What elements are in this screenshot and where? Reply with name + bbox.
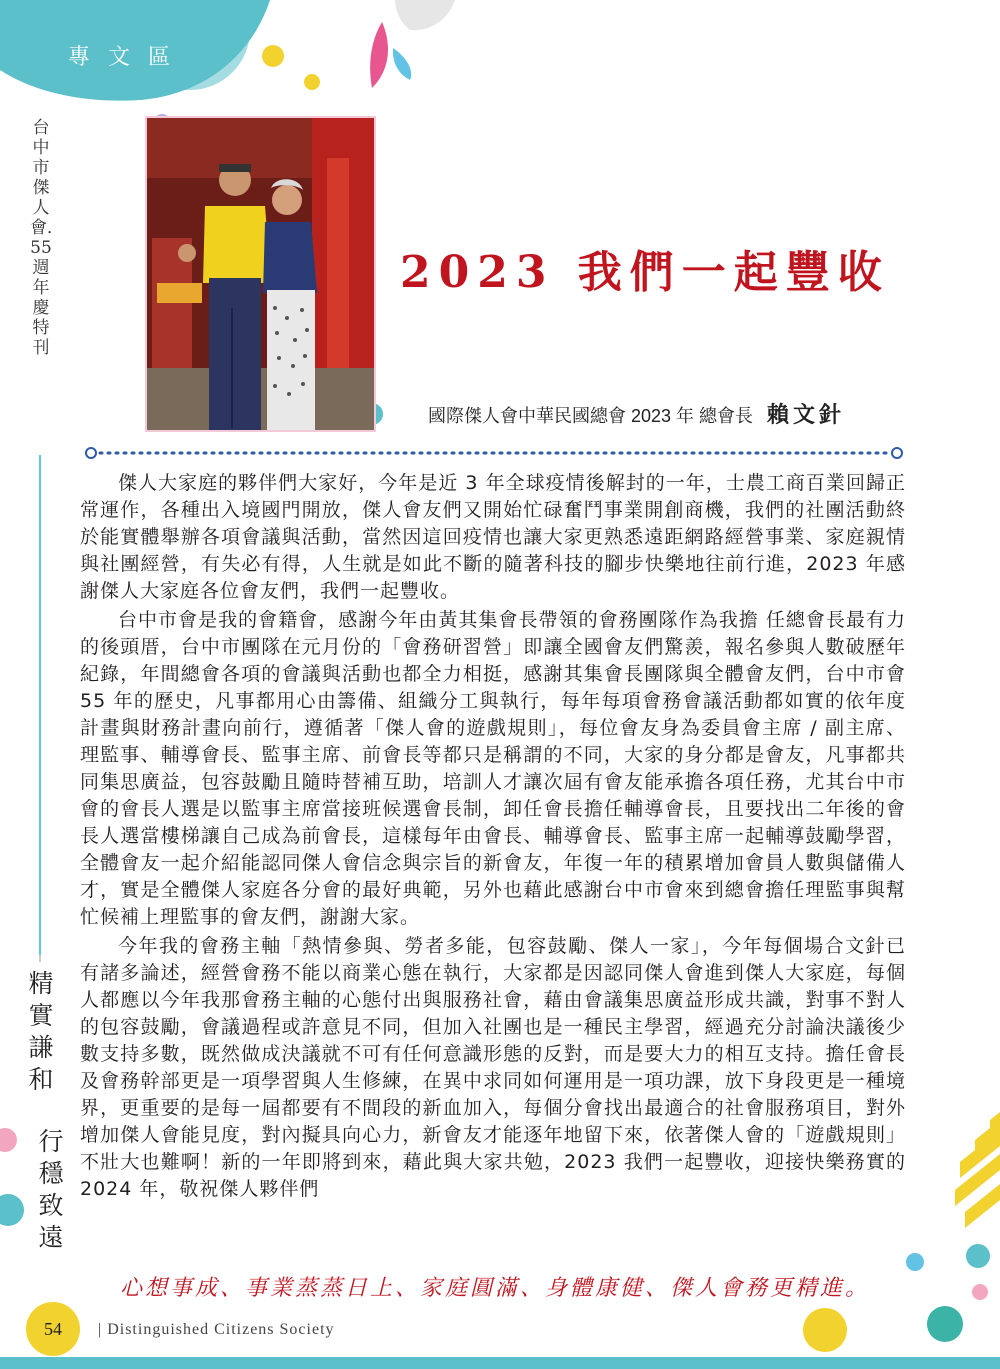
closing-blessing: 心想事成、事業蒸蒸日上、家庭圓滿、身體康健、傑人會務更精進。 <box>120 1276 871 1301</box>
byline-name: 賴文針 <box>767 402 846 428</box>
footer-publication: | Distinguished Citizens Society <box>98 1321 335 1338</box>
publication-vertical-title: 台中市傑人會．55週年慶特刊 <box>30 118 64 358</box>
motto-column-2: 行穩致遠 <box>38 1127 64 1252</box>
sidebar-divider <box>39 455 41 955</box>
byline <box>428 398 845 429</box>
article-title: 2023 我們一起豐收 <box>400 247 890 298</box>
bottom-bar <box>0 1357 1000 1369</box>
paragraph-2: 台中市會是我的會籍會，感謝今年由黃其集會長帶領的會務團隊作為我擔 任總會長最有力的後頭厝，台中市團隊在元月份的「會務研習營」即讓全國會友們驚羨，報名參與人數破歷年紀錄，年間總會各項的會議與活動也都全力相挺，感謝其集會長團隊與全體會友們，台中市會 55 年的歷史，凡事都用心由籌備、組織分工與執行，每年每項會務會議活動都如實的依年度計畫與財務計畫向前行，遵循著「傑人會的遊戲規則」，每位會友身為委員會主席 / 副主席、理監事、輔導會長、監事主席、前會長等都只是稱謂的不同，大家的身分都是會友，凡事都共同集思廣益，包容鼓勵且隨時替補互助，培訓人才讓次屆有會友能承擔各項任務，尤其台中市會的會長人選是以監事主席當接班候選會長制，卸任會長擔任輔導會長，且要找出二年後的會長人選當樓梯讓自己成為前會長，這樣每年由會長、輔導會長、監事主席一起輔導鼓勵學習，全體會友一起介紹能認同傑人會信念與宗旨的新會友，年復一年的積累增加會員人數與儲備人才，實是全體傑人家庭各分會的最好典範，另外也藉此感謝台中市會來到總會擔任理監事與幫忙候補上理監事的會友們，謝謝大家。 <box>80 609 906 928</box>
page-number: 54 <box>26 1302 80 1356</box>
byline-role: 國際傑人會中華民國總會 2023 年 總會長 <box>428 406 754 426</box>
dotted-divider <box>84 446 904 460</box>
portrait-photo-icon <box>147 118 374 430</box>
section-label: 專文區 <box>68 45 189 70</box>
paragraph-3: 今年我的會務主軸「熱情參與、勞者多能，包容鼓勵、傑人一家」，今年每個場合文針已有諸多論述，經營會務不能以商業心態在執行，大家都是因認同傑人會進到傑人大家庭，每個人都應以今年我那會務主軸的心態付出與服務社會，藉由會議集思廣益形成共識，對事不對人的包容鼓勵，會議過程或許意見不同，但加入社團也是一種民主學習，經過充分討論決議後少數支持多數，既然做成決議就不可有任何意識形態的反對，而是要大力的相互支持。擔任會長及會務幹部更是一項學習與人生修練，在異中求同如何運用是一項功課，放下身段更是一種境界，更重要的是每一屆都要有不間段的新血加入，每個分會找出最適合的社會服務項目，對外增加傑人會能見度，對內擬具向心力，新會友才能逐年地留下來，依著傑人會的「遊戲規則」不壯大也難啊！新的一年即將到來，藉此與大家共勉，2023 我們一起豐收，迎接快樂務實的 2024 年，敬祝傑人夥伴們 <box>80 935 906 1200</box>
paragraph-1: 傑人大家庭的夥伴們大家好，今年是近 3 年全球疫情後解封的一年，士農工商百業回歸正常運作，各種出入境國門開放，傑人會友們又開始忙碌奮鬥事業開創商機，我們的社團活動終於能實體舉辦各項會議與活動，當然因這回疫情也讓大家更熟悉遠距網路經營事業、家庭親情與社團經營，有失必有得，人生就是如此不斷的隨著科技的腳步快樂地往前行進，2023 年感謝傑人大家庭各位會友們，我們一起豐收。 <box>80 472 906 602</box>
motto-column-1: 精實謙和 <box>28 969 54 1094</box>
portrait-photo <box>147 118 374 430</box>
article-body <box>80 470 906 1205</box>
